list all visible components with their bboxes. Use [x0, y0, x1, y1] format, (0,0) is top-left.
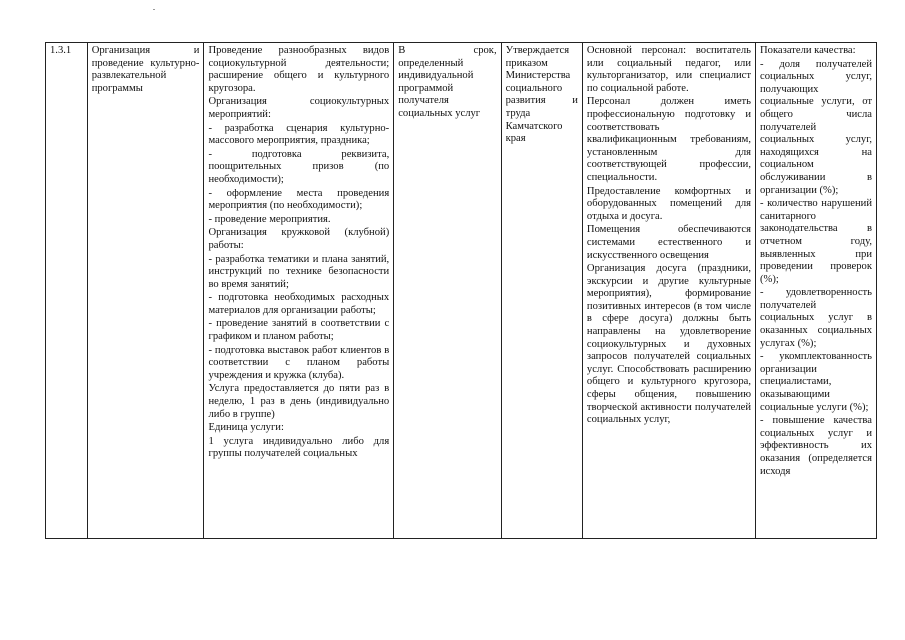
indicator-paragraph: - доля получателей социальных услуг, получающих социальные услуги, от общего числа получателей социальных услуг, находящихся на социальном обслуживании в организации (%); [760, 58, 872, 196]
service-name: Организация и проведение культурно-развлекательной программы [91, 45, 200, 94]
service-term-cell [394, 43, 501, 539]
content-paragraph: Единица услуги: [208, 422, 284, 434]
content-paragraph: - проведение мероприятия. [208, 213, 331, 225]
service-name-cell [87, 43, 204, 539]
tariff-cell [501, 43, 582, 539]
conditions-paragraph: Основной персонал: воспитатель или социальный педагог, или культорганизатор, или специалист по социальной работе. [586, 45, 751, 94]
content-paragraph: - оформление места проведения мероприятия (по необходимости); [208, 187, 390, 212]
conditions-cell [582, 43, 755, 539]
indicator-paragraph: - количество нарушений санитарного законодательства в отчетном году, выявленных при проведении проверок (%); [760, 198, 872, 285]
conditions-paragraph: Предоставление комфортных и оборудованных помещений для отдыха и досуга. [586, 185, 751, 222]
indicator-paragraph: - удовлетворенность получателей социальных услуг в оказанных социальных услугах (%); [760, 287, 872, 349]
service-standard-table [45, 42, 877, 539]
conditions-paragraph: Организация досуга (праздники, экскурсии и другие культурные мероприятия), формирование позитивных интересов (в том числе в сфере досуга) должны быть направлены на удовлетворение социокультурных и духовных запросов получателей социальных услуг. Способствовать расширению общего и культурного кругозора, сферы общения, повышению творческой активности получателей социальных услуг, [586, 263, 751, 426]
content-paragraph: Проведение разнообразных видов социокультурной деятельности; расширение общего и культурного кругозора. [208, 45, 390, 94]
service-term: В срок, определенный индивидуальной программой получателя социальных услуг [398, 45, 497, 119]
content-paragraph: 1 услуга индивидуально либо для группы получателей социальных [208, 435, 390, 460]
service-content-cell [204, 43, 394, 539]
table-row [46, 43, 877, 539]
content-paragraph: Организация кружковой (клубной) работы: [208, 227, 390, 251]
indicator-paragraph: Показатели качества: [760, 45, 856, 56]
content-paragraph: - подготовка реквизита, поощрительных призов (по необходимости); [208, 148, 390, 185]
content-paragraph: Услуга предоставляется до пяти раз в неделю, 1 раз в день (индивидуально либо в группе) [208, 383, 390, 420]
indicator-paragraph: - укомплектованность организации специалистами, оказывающими социальные услуги (%); [760, 351, 872, 413]
row-number: 1.3.1 [50, 45, 72, 56]
scan-speck [153, 9, 155, 10]
content-paragraph: Организация социокультурных мероприятий: [208, 96, 390, 120]
content-paragraph: - проведение занятий в соответствии с графиком и планом работы; [208, 318, 390, 343]
conditions-paragraph: Помещения обеспечиваются системами естественного и искусственного освещения [586, 224, 751, 261]
content-paragraph: - подготовка выставок работ клиентов в соответствии с планом работы учреждения и кружка (клуба). [208, 344, 390, 381]
indicator-paragraph: - повышение качества социальных услуг и эффективность их оказания (определяется исходя [760, 415, 872, 477]
row-number-cell [46, 43, 88, 539]
content-paragraph: - подготовка необходимых расходных материалов для организации работы; [208, 292, 390, 316]
quality-indicators-cell [756, 43, 877, 539]
content-paragraph: - разработка тематики и плана занятий, инструкций по технике безопасности во время занятий; [208, 253, 390, 290]
conditions-paragraph: Персонал должен иметь профессиональную подготовку и соответствовать квалификационным требованиям, установленным для соответствующей профессии, специальности. [586, 96, 751, 183]
tariff: Утверждается приказом Министерства социального развития и труда Камчатского края [505, 45, 578, 145]
content-paragraph: - разработка сценария культурно-массового мероприятия, праздника; [208, 122, 390, 147]
